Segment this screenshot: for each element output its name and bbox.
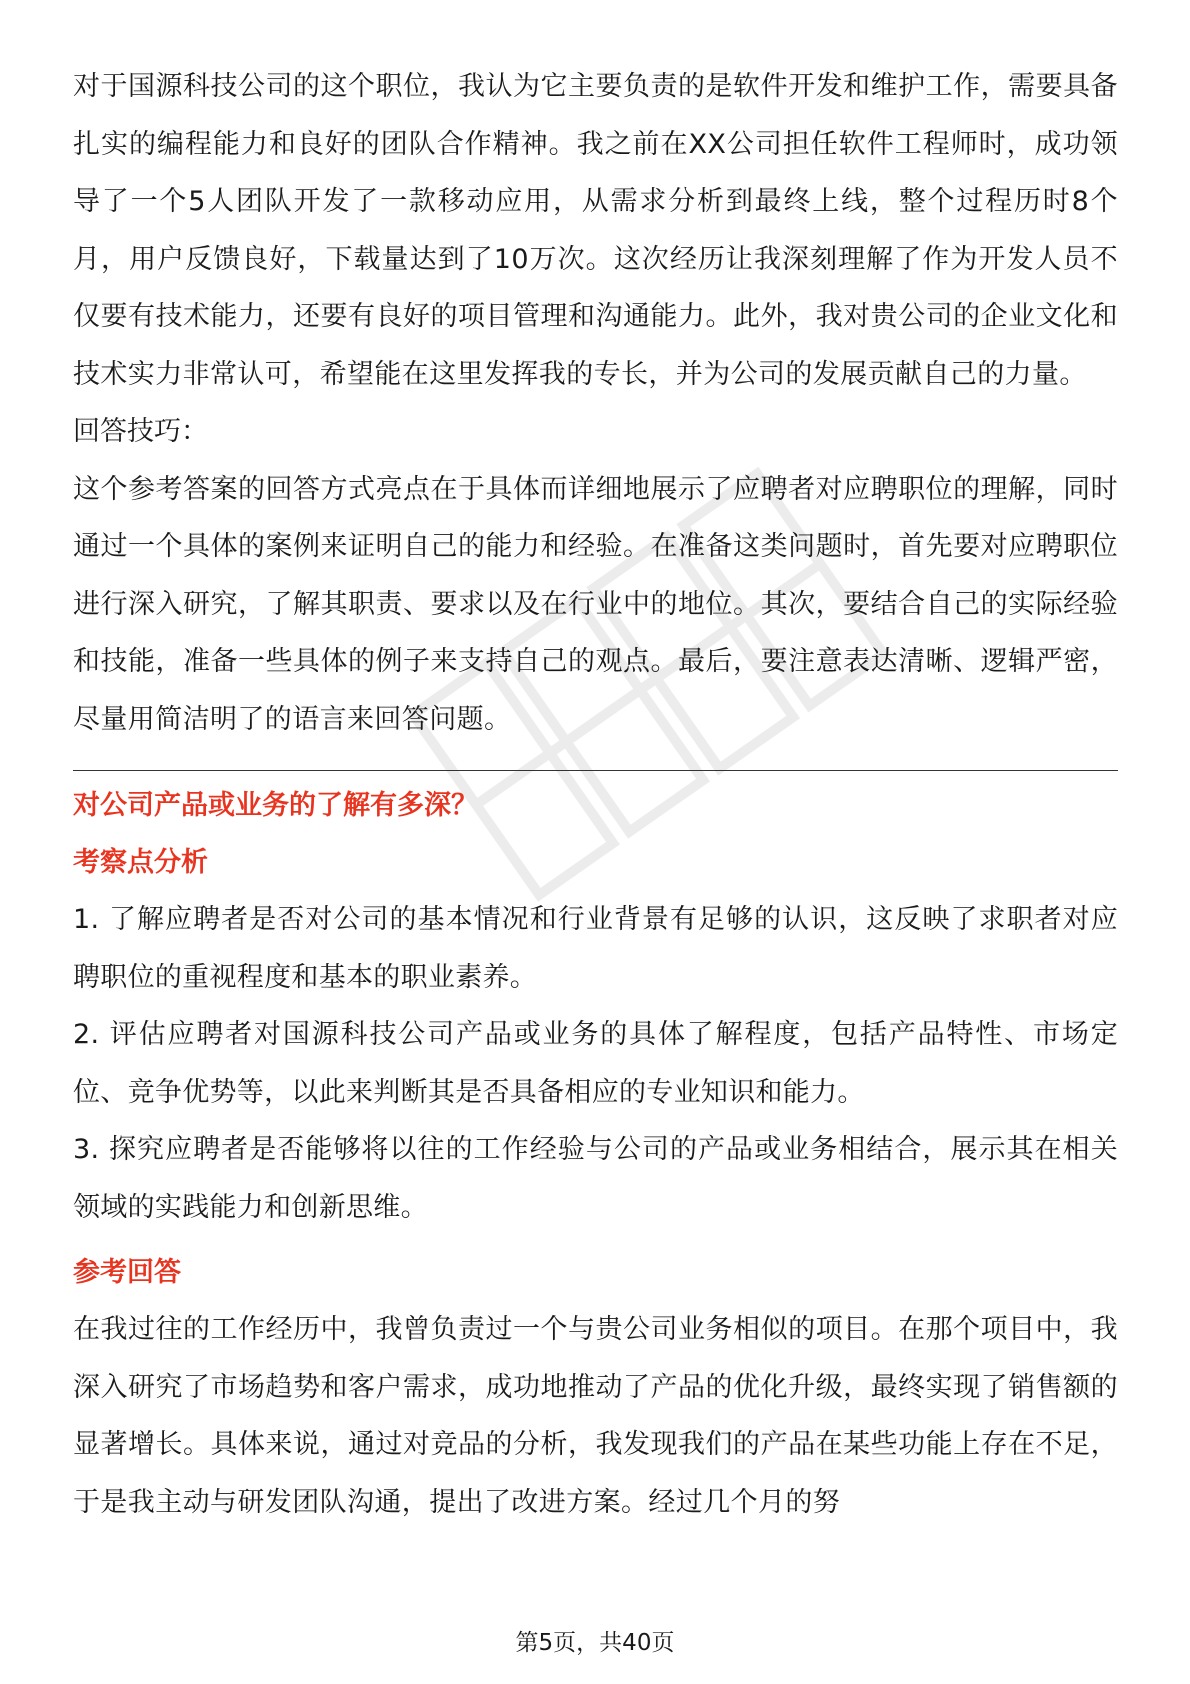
section-divider bbox=[73, 770, 1118, 771]
answer-heading: 参考回答 bbox=[73, 1257, 181, 1288]
analysis-point-2: 2. 评估应聘者对国源科技公司产品或业务的具体了解程度，包括产品特性、市场定位、竞争优势等，以此来判断其是否具备相应的专业知识和能力。 bbox=[73, 1019, 1118, 1108]
reference-answer-paragraph: 在我过往的工作经历中，我曾负责过一个与贵公司业务相似的项目。在那个项目中，我深入研究了市场趋势和客户需求，成功地推动了产品的优化升级，最终实现了销售额的显著增长。具体来说，通过对竞品的分析，我发现我们的产品在某些功能上存在不足，于是我主动与研发团队沟通，提出了改进方案。经过几个月的努 bbox=[73, 1314, 1118, 1518]
tips-label: 回答技巧： bbox=[73, 416, 208, 447]
question-title: 对公司产品或业务的了解有多深？ bbox=[73, 790, 478, 821]
page-indicator: 第5页，共40页 bbox=[515, 1630, 675, 1656]
analysis-heading: 考察点分析 bbox=[73, 847, 208, 878]
page-content bbox=[73, 58, 1118, 1531]
analysis-point-1: 1. 了解应聘者是否对公司的基本情况和行业背景有足够的认识，这反映了求职者对应聘职位的重视程度和基本的职业素养。 bbox=[73, 904, 1118, 993]
previous-answer-paragraph: 对于国源科技公司的这个职位，我认为它主要负责的是软件开发和维护工作，需要具备扎实的编程能力和良好的团队合作精神。我之前在XX公司担任软件工程师时，成功领导了一个5人团队开发了一款移动应用，从需求分析到最终上线，整个过程历时8个月，用户反馈良好，下载量达到了10万次。这次经历让我深刻理解了作为开发人员不仅要有技术能力，还要有良好的项目管理和沟通能力。此外，我对贵公司的企业文化和技术实力非常认可，希望能在这里发挥我的专长，并为公司的发展贡献自己的力量。 bbox=[73, 71, 1118, 390]
tips-paragraph: 这个参考答案的回答方式亮点在于具体而详细地展示了应聘者对应聘职位的理解，同时通过一个具体的案例来证明自己的能力和经验。在准备这类问题时，首先要对应聘职位进行深入研究，了解其职责、要求以及在行业中的地位。其次，要结合自己的实际经验和技能，准备一些具体的例子来支持自己的观点。最后，要注意表达清晰、逻辑严密，尽量用简洁明了的语言来回答问题。 bbox=[73, 473, 1118, 735]
analysis-point-3: 3. 探究应聘者是否能够将以往的工作经验与公司的产品或业务相结合，展示其在相关领域的实践能力和创新思维。 bbox=[73, 1134, 1118, 1223]
